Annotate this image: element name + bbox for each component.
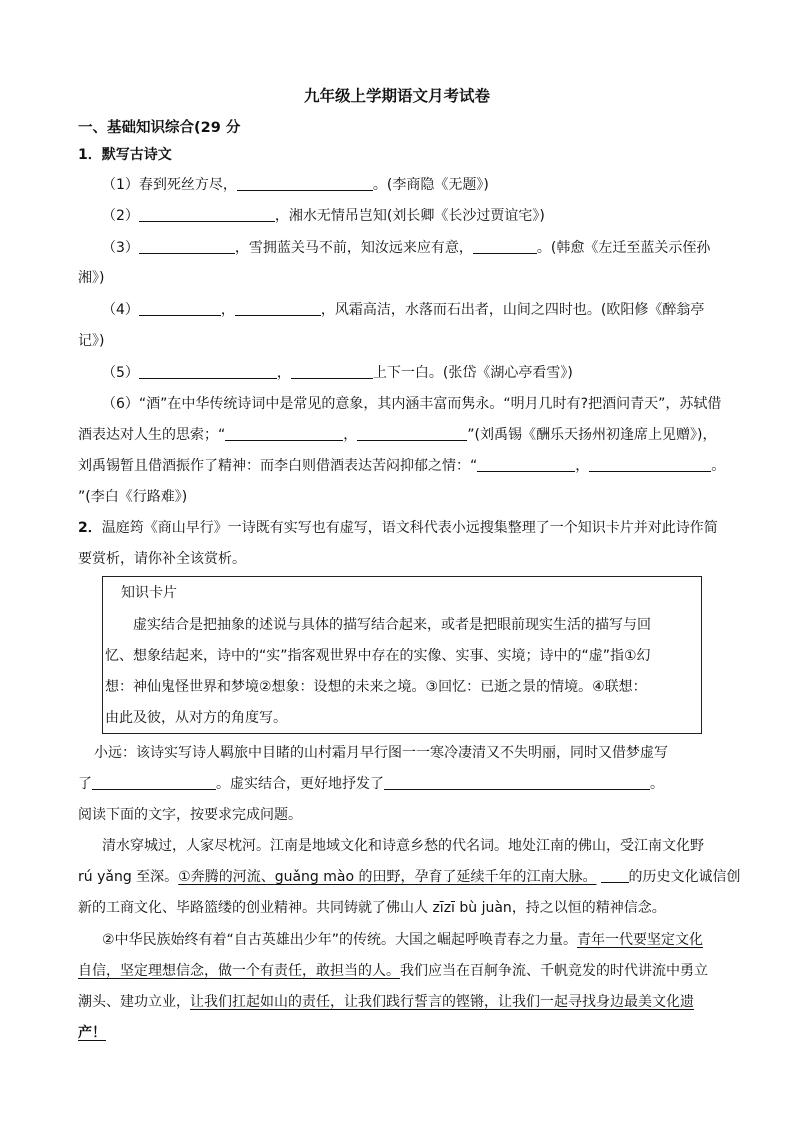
answer-blank[interactable]: [384, 775, 650, 790]
reading-p1-line-1: 清水穿城过，人家尽枕河。江南是地域文化和诗意乡愁的代名词。地处江南的佛山，受江南文化野: [102, 838, 704, 854]
q1-item-4-text-a: （4）: [102, 302, 139, 318]
question-2-text: 温庭筠《商山早行》一诗既有实写也有虚写，语文科代表小远搜集整理了一个知识卡片并对此诗作简: [101, 520, 718, 536]
knowledge-card-line-2: 忆、想象结起来，诗中的“实”指客观世界中存在的实像、实事、实境；诗中的“虚”指①幻: [105, 648, 651, 664]
knowledge-card-line-3: 想：神仙鬼怪世界和梦境②想象：设想的未来之境。③回忆：已逝之景的情境。④联想：: [105, 679, 647, 695]
knowledge-card-line-4: 由此及彼，从对方的角度写。: [105, 710, 287, 726]
q1-item-6-line-4: ”(李白《行路难》): [78, 489, 188, 505]
reading-p2-line-3: 潮头、建功立业，让我们扛起如山的责任，让我们践行誓言的铿锵，让我们一起寻找身边最美文化遗: [78, 994, 694, 1010]
answer-blank[interactable]: [139, 301, 221, 316]
question-2-text-continued: 要赏析，请你补全该赏析。: [78, 551, 246, 567]
reading-intro: 阅读下面的文字，按要求完成问题。: [78, 807, 302, 823]
underlined-sentence-2: 青年一代要坚定文化: [577, 932, 704, 948]
answer-blank[interactable]: [473, 239, 537, 254]
xiaoyuan-analysis-line-1: 小远：该诗实写诗人羁旅中目睹的山村霜月早行图一一寒冷凄清又不失明丽，同时又借梦虚写: [94, 745, 668, 761]
answer-blank[interactable]: [235, 301, 321, 316]
q1-item-6-text-g: 。: [711, 458, 726, 474]
question-2-number: 2．: [78, 520, 102, 536]
xiaoyuan-text-b: 了: [78, 776, 92, 792]
q1-item-6-text-d: ”(刘禹锡《酬乐天扬州初逢席上见赠》)，: [467, 427, 717, 443]
q1-item-6-text-f: ，: [575, 458, 590, 474]
q1-item-1-text-b: 。(李商隐《无题》): [372, 177, 489, 193]
answer-blank[interactable]: [237, 176, 373, 191]
q1-item-5-text-c: 上下一白。(张岱《湖心亭看雪》): [372, 365, 573, 381]
q1-item-3-continued: 湘》): [78, 270, 105, 286]
knowledge-card-title: 知识卡片: [121, 585, 177, 601]
q1-item-4-text-c: ，风霜高洁，水落而石出者，山间之四时也。(欧阳修《醉翁亭: [320, 302, 705, 318]
answer-blank[interactable]: [291, 364, 373, 379]
xiaoyuan-text-d: 。: [650, 776, 664, 792]
pinyin-guang-mao: guǎng mào: [274, 869, 355, 885]
reading-p2-line-1: ②中华民族始终有着“自古英雄出少年”的传统。大国之崛起呼唤青春之力量。青年一代要坚定文化: [102, 932, 704, 948]
underlined-sentence-1: ①奔腾的河流、guǎng mào 的田野，孕育了延续千年的江南大脉。: [178, 869, 597, 885]
knowledge-card-line-1: 虚实结合是把抽象的述说与具体的描写结合起来，或者是把眼前现实生活的描写与回: [133, 617, 651, 633]
q1-item-5-text-b: ，: [276, 365, 291, 381]
q1-item-2-text-a: （2）: [102, 208, 139, 224]
answer-blank[interactable]: [139, 364, 277, 379]
q1-item-3-text-b: ，雪拥蓝关马不前，知汝远来应有意，: [234, 240, 473, 256]
pinyin-zizi-bujuan: zīzī bù juàn: [432, 900, 512, 916]
q1-item-4-continued: 记》): [78, 333, 105, 349]
answer-blank[interactable]: [139, 207, 275, 222]
reading-p1-line-2: [78, 867, 741, 887]
q1-item-4: [102, 300, 704, 320]
underlined-sentence-3: 让我们扛起如山的责任，让我们践行誓言的铿锵，让我们一起寻找身边最美文化遗: [190, 994, 694, 1010]
knowledge-card: [102, 576, 702, 734]
pinyin-ru-yang: rú yǎng 至深。: [78, 869, 179, 885]
section-heading: 一、基础知识综合(29 分: [78, 120, 241, 136]
answer-blank[interactable]: [477, 457, 575, 472]
answer-blank[interactable]: [92, 775, 216, 790]
q1-item-6-text-b: 酒表达对人生的思索；“: [78, 427, 226, 443]
reading-p1-text: 的历史文化诚信创: [628, 869, 741, 885]
answer-blank[interactable]: [225, 426, 343, 441]
q1-item-5: [102, 363, 573, 383]
xiaoyuan-text-c: 。虚实结合，更好地抒发了: [216, 776, 384, 792]
q1-item-5-text-a: （5）: [102, 365, 139, 381]
q1-item-6-text-c: ，: [343, 427, 358, 443]
q1-item-6-text-e: 刘禹锡暂且借酒振作了精神：而李白则借酒表达苦闷抑郁之情：“: [78, 458, 478, 474]
q1-item-1: [102, 175, 489, 195]
answer-blank[interactable]: [601, 868, 629, 883]
xiaoyuan-analysis-line-2: [78, 774, 664, 794]
q1-item-2-text-b: ，湘水无情吊岂知(刘长卿《长沙过贾谊宅》): [274, 208, 545, 224]
q1-item-3: [102, 238, 710, 258]
q1-item-6-line-3: [78, 456, 725, 476]
q1-item-6-line-1: （6）“酒”在中华传统诗词中是常见的意象，其内涵丰富而隽永。“明月几时有?把酒问青天”，苏轼借: [102, 396, 722, 412]
reading-p2-line-4: [78, 1023, 106, 1043]
reading-p2-line-2: 自信，坚定理想信念，做一个有责任，敢担当的人。我们应当在百舸争流、千帆竞发的时代讲流中勇立: [78, 963, 708, 979]
answer-blank[interactable]: [139, 239, 235, 254]
q1-item-3-text-a: （3）: [102, 240, 139, 256]
reading-p1-line-3: 新的工商文化、毕路篮缕的创业精神。共同铸就了佛山人 zīzī bù juàn，持之以恒的精神信念。: [78, 900, 666, 916]
q1-item-3-text-c: 。(韩愈《左迁至蓝关示侄孙: [536, 240, 711, 256]
answer-blank[interactable]: [589, 457, 711, 472]
question-1-heading: 1．默写古诗文: [78, 147, 172, 163]
q1-item-6-line-2: [78, 425, 716, 445]
q1-item-2: [102, 206, 545, 226]
q1-item-1-text-a: （1）春到死丝方尽，: [102, 177, 237, 193]
q1-item-4-text-b: ，: [220, 302, 235, 318]
answer-blank[interactable]: [357, 426, 467, 441]
underlined-sentence-2-continued: 自信，坚定理想信念，做一个有责任，敢担当的人。: [78, 963, 400, 979]
page-title: 九年级上学期语文月考试卷: [303, 87, 490, 105]
question-2-heading: [78, 518, 718, 538]
underlined-sentence-3-continued: 产！: [78, 1025, 106, 1041]
